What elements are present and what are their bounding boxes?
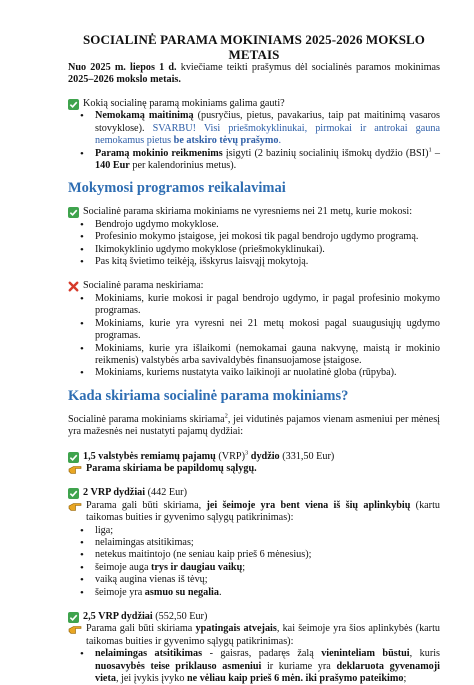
- hand-pointing-icon: [68, 501, 82, 512]
- supplies-amount: 140 Eur: [95, 160, 130, 172]
- support-types-list: [68, 110, 440, 172]
- dash: –: [431, 147, 440, 159]
- intro-paragraph: [68, 62, 440, 87]
- item-text: šeimoje yra: [95, 586, 145, 598]
- list-item: • liga;: [68, 525, 440, 537]
- granted-list: [68, 219, 440, 269]
- free-meals-term: Nemokamą maitinimą: [95, 110, 194, 122]
- check-icon: [68, 99, 79, 110]
- list-item: • Mokiniams, kurie mokosi ir pagal bendrojo ugdymo, ir pagal profesinio mokymo programas.: [68, 293, 440, 318]
- footnote-ref: 2: [224, 412, 228, 420]
- intro-text: kviečiame teikti prašymus dėl socialinės paramos mokinimas: [176, 62, 440, 73]
- item-bold: deklaruota gyvenamoji vieta: [95, 660, 440, 685]
- footnote-ref: 1: [428, 146, 432, 154]
- tier2-list: [68, 525, 440, 599]
- list-item: [68, 648, 440, 685]
- check-icon: [68, 488, 79, 499]
- denied-label: Socialinė parama neskiriama:: [83, 280, 204, 292]
- tier2-cond-bold: jei šeimoje yra bent viena iš šių aplinkybių: [206, 499, 411, 511]
- item-bold: ne vėliau kaip prieš 6 mėn. iki prašymo pateikimo: [186, 673, 404, 685]
- list-item: • Mokiniams, kurie yra vyresni nei 21 metų mokosi pagal suaugusiųjų ugdymo programas.: [68, 318, 440, 343]
- footnote-ref: 3: [244, 449, 249, 457]
- section-heading-requirements: Mokymosi programos reikalavimai: [68, 180, 286, 197]
- item-text: ir kuriame yra: [261, 660, 337, 672]
- hand-pointing-icon: [68, 624, 82, 635]
- tier1-line: [68, 451, 440, 463]
- granted-label: Socialinė parama skiriama mokiniams ne vyresniems nei 21 metų, kurie mokosi:: [83, 206, 413, 218]
- check-icon: [68, 612, 79, 623]
- support-types-label: Kokią socialinę paramą mokiniams galima gauti?: [83, 98, 285, 109]
- tier1-amount: (331,50 Eur): [279, 450, 335, 462]
- supplies-tail: per kalendorinius metus).: [129, 160, 237, 172]
- tier3-condition-line: [68, 623, 440, 648]
- granted-label-line: [68, 206, 440, 218]
- denied-list: [68, 293, 440, 380]
- list-item: • netekus maitintojo (ne seniau kaip prieš 6 mėnesius);: [68, 549, 440, 561]
- tier1-note: Parama skiriama be papildomų sąlygų.: [86, 462, 257, 474]
- tier2-condition: [86, 500, 440, 525]
- item-bold: vieninteliam būstui: [321, 648, 410, 660]
- supplies-term: Paramą mokinio reikmenims: [95, 147, 223, 159]
- list-item: • vaiką augina vienas iš tėvų;: [68, 574, 440, 586]
- support-types-question: [68, 98, 440, 110]
- list-item: • Profesinio mokymo įstaigose, jei mokosi tik pagal bendrojo ugdymo programą.: [68, 231, 440, 243]
- tier3-bold: 2,5 VRP dydžiai: [83, 611, 153, 622]
- tier1-bold: 1,5 valstybės remiamų pajamų: [83, 450, 216, 462]
- tier1-abbr: (VRP): [215, 450, 245, 462]
- item-text: , jei įvykis įvyko: [115, 673, 187, 685]
- denied-label-line: [68, 280, 440, 292]
- item-text: šeimoje auga: [95, 561, 152, 573]
- tier3-line: [68, 611, 440, 623]
- list-item: • Bendrojo ugdymo mokyklose.: [68, 219, 440, 231]
- item-text: , kuris: [409, 648, 441, 660]
- tier3-label: [83, 611, 207, 623]
- tier2-line: [68, 487, 440, 499]
- list-item: • Mokiniams, kurie yra išlaikomi (nemokamai gauna nakvynę, maistą ir mokinio reikmenis) valstybės arba savivaldybės finansuojamose įstaigose.: [68, 343, 440, 368]
- free-meals-desc: (pusryčius, pietus, pavakarius, taip pat maitinimą vasaros stovyklose).: [95, 110, 440, 134]
- item-text: ;: [403, 673, 407, 685]
- document-title: SOCIALINĖ PARAMA MOKINIAMS 2025-2026 MOKSLO METAIS: [82, 32, 426, 62]
- list-item: [68, 110, 440, 147]
- item-tail: .: [218, 586, 222, 598]
- tier2-cond-a: Parama gali būti skiriama,: [86, 499, 207, 511]
- tier1-bold-b: dydžio: [248, 450, 280, 462]
- list-item: • nelaimingas atsitikimas;: [68, 537, 440, 549]
- tier3-cond-bold: ypatingais atvejais: [195, 623, 277, 635]
- notice-tail: .: [278, 135, 282, 147]
- tier3-condition: [86, 623, 440, 648]
- section-heading-when-granted: Kada skiriama socialinė parama mokiniams?: [68, 387, 349, 404]
- tier3-cond-a: Parama gali būti skiriama: [86, 623, 196, 635]
- list-item: • Pas kitą švietimo teikėją, išskyrus laisvąjį mokytoją.: [68, 256, 440, 268]
- tier3-list: [68, 648, 440, 685]
- item-tail: ;: [242, 561, 246, 573]
- list-item: [68, 587, 440, 599]
- hand-pointing-icon: [68, 464, 82, 475]
- item-text: - gaisras, padaręs žalą: [202, 648, 322, 660]
- list-item: • Mokiniams, kuriems nustatyta vaiko laikinoji ar nuolatinė globa (rūpyba).: [68, 367, 440, 379]
- cross-icon: [68, 281, 79, 292]
- content-block: [68, 98, 440, 685]
- tier2-cond-b: (kartu taikomas buities ir gyvenimo sąlygų patikrinimas):: [86, 499, 440, 524]
- tier1-label: [83, 451, 334, 463]
- tier3-amount: (552,50 Eur): [152, 611, 208, 622]
- tier2-condition-line: [68, 500, 440, 525]
- income-intro-a: Socialinė parama mokiniams skiriama: [68, 413, 225, 425]
- check-icon: [68, 452, 79, 463]
- list-item: [68, 148, 440, 173]
- important-notice-emphasis: be atskiro tėvų prašymo: [173, 135, 279, 147]
- intro-date: Nuo 2025 m. liepos 1 d.: [68, 62, 177, 73]
- tier2-amount: (442 Eur): [145, 487, 187, 499]
- item-bold: nuosavybės teise priklauso asmeniui: [95, 660, 262, 672]
- check-icon: [68, 207, 79, 218]
- item-bold: nelaimingas atsitikimas: [95, 648, 203, 660]
- list-item: [68, 562, 440, 574]
- income-intro-b: , jei vidutinės pajamos vienam asmeniui per mėnesį yra mažesnės nei nustatyti pajamų dydžiai:: [68, 413, 440, 438]
- intro-school-year: 2025–2026 mokslo metais.: [68, 74, 181, 86]
- tier2-bold: 2 VRP dydžiai: [83, 487, 146, 499]
- item-bold: trys ir daugiau vaikų: [151, 561, 243, 573]
- important-notice: SVARBU! Visi priešmokyklinukai, pirmokai ir antrokai gauna nemokamus pietus: [95, 122, 440, 147]
- supplies-desc: įsigyti (2 bazinių socialinių išmokų dydžio (BSI): [222, 147, 429, 159]
- item-bold: asmuo su negalia: [144, 586, 219, 598]
- list-item: • Ikimokyklinio ugdymo mokyklose (priešmokyklinukai).: [68, 244, 440, 256]
- income-intro-paragraph: [68, 414, 440, 439]
- tier2-label: [83, 487, 187, 499]
- tier3-cond-b: , kai šeimoje yra šios aplinkybės (kartu taikomas buities ir gyvenimo sąlygų patikrinimas):: [86, 623, 440, 647]
- tier1-note-line: [68, 463, 440, 475]
